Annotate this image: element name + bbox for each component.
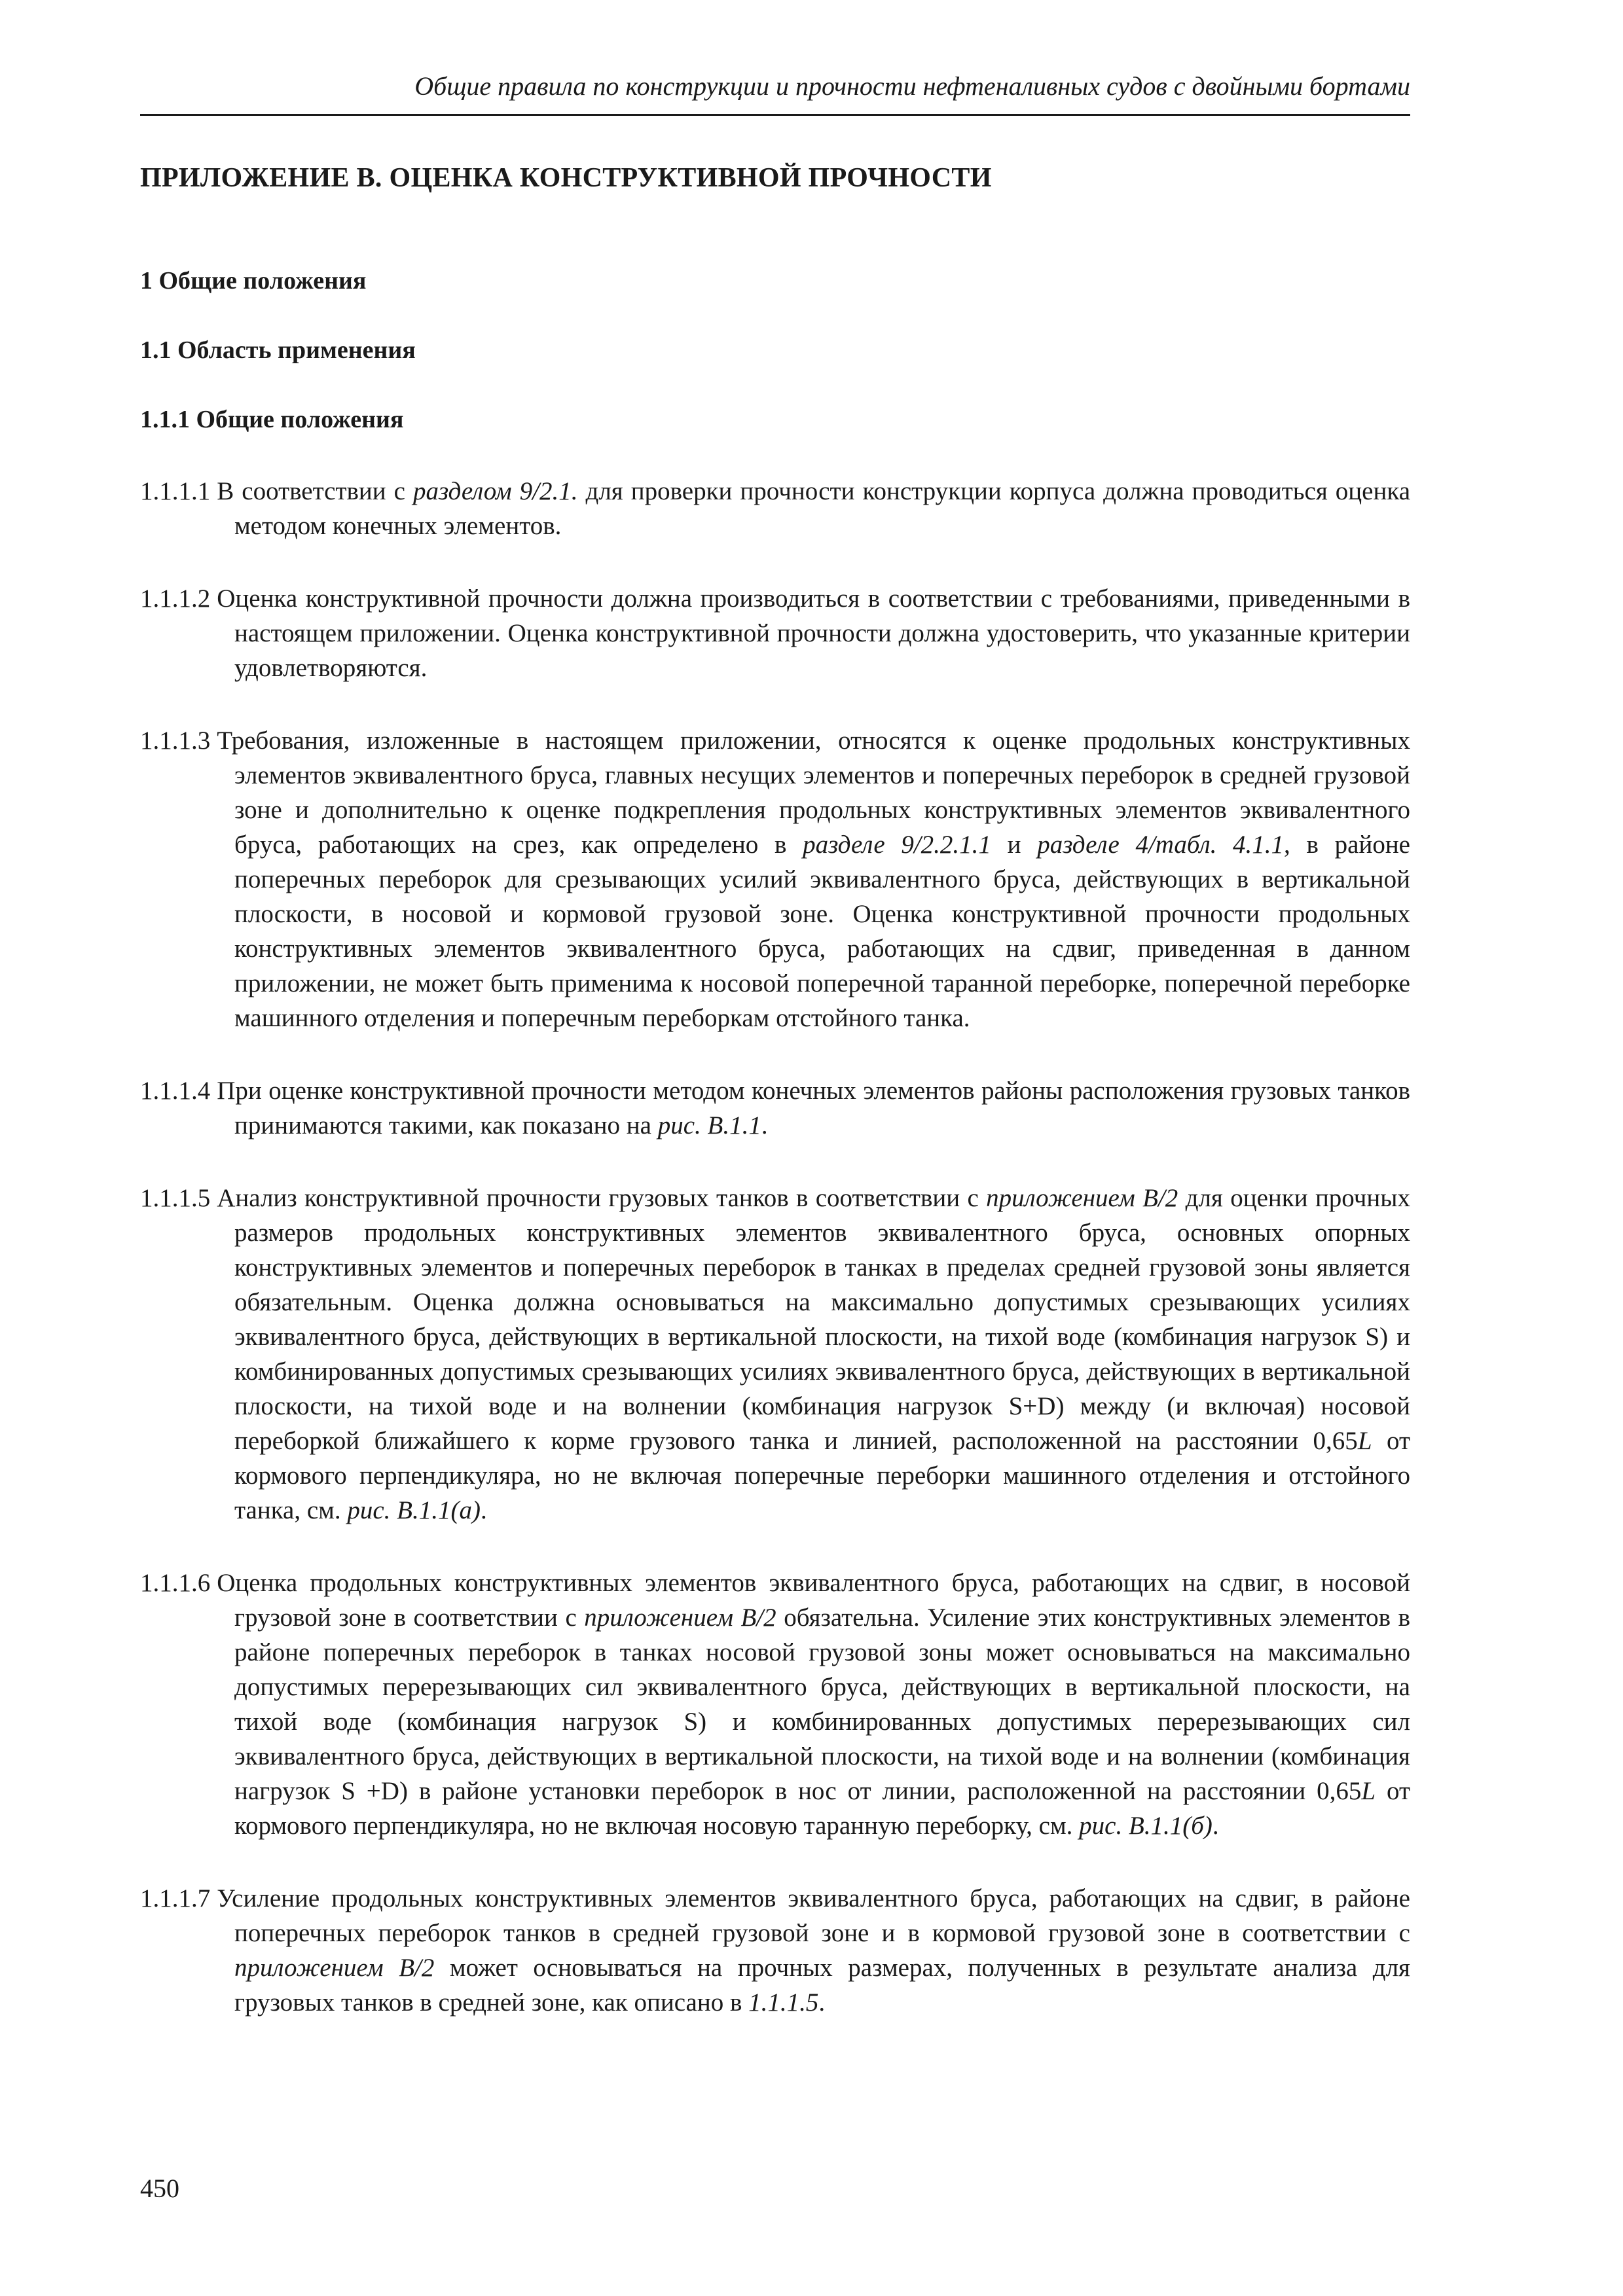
paragraph-1-1-1-5 [140, 1181, 1410, 1528]
cross-reference: разделе 9/2.2.1.1 [803, 831, 991, 859]
cross-reference: приложением В/2 [234, 1954, 435, 1982]
paragraph-1-1-1-3 [140, 723, 1410, 1035]
cross-reference: приложением В/2 [584, 1604, 776, 1632]
paragraph-1-1-1-1 [140, 474, 1410, 543]
cross-reference: рис. В.1.1 [657, 1111, 761, 1139]
paragraph-text: для проверки прочности конструкции корпуса должна проводиться оценка методом конечных элементов. [234, 477, 1410, 540]
paragraph-number: 1.1.1.3 [140, 726, 211, 755]
paragraph-text: . [1212, 1812, 1219, 1840]
cross-reference: рис. В.1.1(а) [347, 1496, 481, 1524]
length-symbol: L [1361, 1777, 1376, 1805]
paragraph-text: , в районе поперечных переборок для срезывающих усилий эквивалентного бруса, действующих в вертикальной плоскости, в носовой и кормовой грузовой зоне. Оценка конструктивной прочности продольных конструктивных элементов эквивалентного бруса, работающих на сдвиг, приведенная в данном приложении, не может быть применима к носовой поперечной таранной переборке, поперечной переборке машинного отделения и поперечным переборкам отстойного танка. [234, 831, 1410, 1032]
appendix-title: ПРИЛОЖЕНИЕ В. ОЦЕНКА КОНСТРУКТИВНОЙ ПРОЧНОСТИ [140, 163, 992, 193]
cross-reference: рис. В.1.1(б) [1079, 1812, 1213, 1840]
paragraph-text: и [991, 831, 1038, 859]
paragraph-text: для оценки прочных размеров продольных конструктивных элементов эквивалентного бруса, основных опорных конструктивных элементов и поперечных переборок в танках в пределах средней грузовой зоны является обязательным. Оценка должна основываться на максимально допустимых срезывающих усилиях эквивалентного бруса, действующих в вертикальной плоскости, на тихой воде (комбинация нагрузок S) и комбинированных допустимых срезывающих усилиях эквивалентного бруса, действующих в вертикальной плоскости, на тихой воде и на волнении (комбинация нагрузок S+D) между (и включая) носовой переборкой ближайшего к корме грузового танка и линией, расположенной на расстоянии 0,65 [234, 1184, 1410, 1455]
paragraphs [140, 474, 1410, 2058]
paragraph-text: В соответствии с [217, 477, 413, 505]
cross-reference: 1.1.1.5 [748, 1988, 819, 2017]
cross-reference: разделом 9/2.1. [412, 477, 578, 505]
paragraph-1-1-1-6 [140, 1566, 1410, 1843]
document-page [140, 0, 1410, 2296]
paragraph-text: При оценке конструктивной прочности методом конечных элементов районы расположения грузовых танков принимаются такими, как показано на [217, 1077, 1410, 1139]
paragraph-text: обязательна. Усиление этих конструктивных элементов в районе поперечных переборок в танках носовой грузовой зоны может основываться на максимально допустимых перерезывающих сил эквивалентного бруса, действующих в вертикальной плоскости, на тихой воде (комбинация нагрузок S) и комбинированных допустимых перерезывающих сил эквивалентного бруса, действующих в вертикальной плоскости, на тихой воде и на волнении (комбинация нагрузок S +D) в районе установки переборок в нос от линии, расположенной на расстоянии 0,65 [234, 1604, 1410, 1805]
paragraph-text: может основываться на прочных размерах, полученных в результате анализа для грузовых танков в средней зоне, как описано в [234, 1954, 1410, 2017]
length-symbol: L [1357, 1427, 1372, 1455]
paragraph-number: 1.1.1.2 [140, 584, 211, 613]
section-heading: 1 Общие положения [140, 267, 367, 295]
paragraph-text: Оценка конструктивной прочности должна производиться в соответствии с требованиями, приведенными в настоящем приложении. Оценка конструктивной прочности должна удостоверить, что указанные критерии удовлетворяются. [217, 584, 1410, 682]
paragraph-text: от кормового перпендикуляра, но не включая носовую таранную переборку, см. [234, 1777, 1410, 1840]
cross-reference: разделе 4/табл. 4.1.1 [1037, 831, 1285, 859]
paragraph-1-1-1-7 [140, 1881, 1410, 2020]
paragraph-number: 1.1.1.7 [140, 1884, 211, 1912]
paragraph-text: Усиление продольных конструктивных элементов эквивалентного бруса, работающих на сдвиг, в районе поперечных переборок танков в средней грузовой зоне и в кормовой грузовой зоне в соответствии с [217, 1884, 1410, 1947]
paragraph-text: Анализ конструктивной прочности грузовых танков в соответствии с [217, 1184, 987, 1212]
paragraph-number: 1.1.1.1 [140, 477, 211, 505]
paragraph-1-1-1-4 [140, 1073, 1410, 1143]
paragraph-text: . [761, 1111, 768, 1139]
running-header: Общие правила по конструкции и прочности нефтеналивных судов с двойными бортами [414, 71, 1410, 101]
page-number: 450 [140, 2174, 179, 2203]
subsection-heading: 1.1 Область применения [140, 336, 416, 364]
subsubsection-heading: 1.1.1 Общие положения [140, 406, 404, 433]
paragraph-text: Требования, изложенные в настоящем приложении, относятся к оценке продольных конструктивных элементов эквивалентного бруса, главных несущих элементов и поперечных переборок в средней грузовой зоне и дополнительно к оценке подкрепления продольных конструктивных элементов эквивалентного бруса, работающих на срез, как определено в [217, 726, 1410, 859]
paragraph-1-1-1-2 [140, 581, 1410, 685]
paragraph-number: 1.1.1.5 [140, 1184, 211, 1212]
paragraph-text: . [480, 1496, 487, 1524]
cross-reference: приложением В/2 [986, 1184, 1178, 1212]
header-rule [140, 114, 1410, 116]
paragraph-text: от кормового перпендикуляра, но не включая поперечные переборки машинного отделения и отстойного танка, см. [234, 1427, 1411, 1524]
paragraph-text: . [818, 1988, 826, 2017]
paragraph-number: 1.1.1.6 [140, 1569, 211, 1597]
paragraph-text: Оценка продольных конструктивных элементов эквивалентного бруса, работающих на сдвиг, в носовой грузовой зоне в соответствии с [217, 1569, 1410, 1632]
paragraph-number: 1.1.1.4 [140, 1077, 211, 1105]
